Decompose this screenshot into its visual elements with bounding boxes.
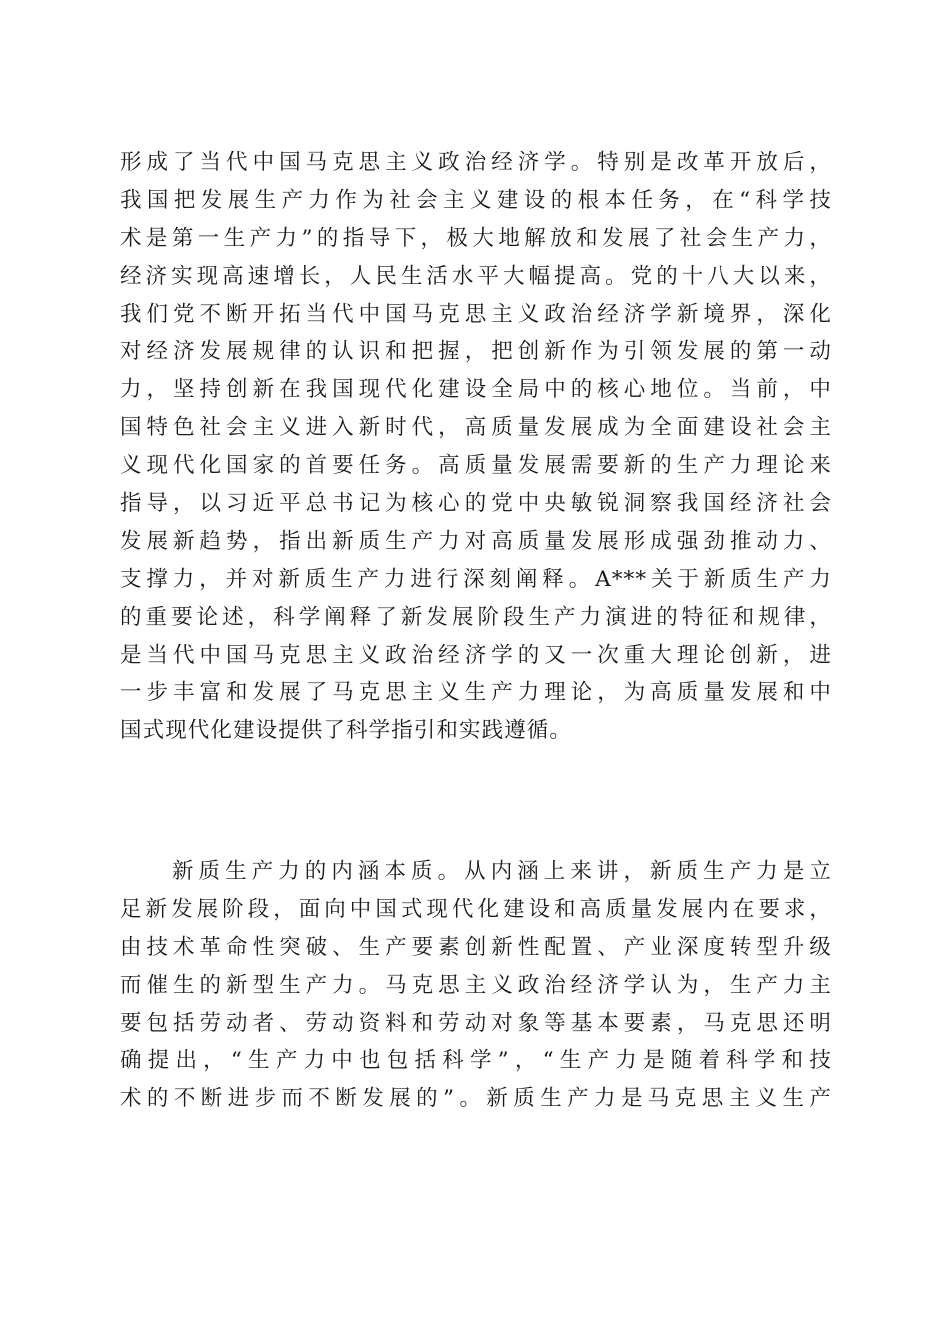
text-line: 国式现代化建设提供了科学指引和实践遵循。: [120, 718, 573, 744]
text-line: 国特色社会主义进入新时代，高质量发展成为全面建设社会主: [120, 415, 832, 441]
text-line: 一步丰富和发展了马克思主义生产力理论，为高质量发展和中: [120, 680, 832, 706]
text-line: 而催生的新型生产力。马克思主义政治经济学认为，生产力主: [120, 972, 832, 998]
text-line: 新质生产力的内涵本质。从内涵上来讲，新质生产力是立: [172, 859, 832, 884]
text-line: 确提出，“生产力中也包括科学”，“生产力是随着科学和技: [120, 1048, 832, 1074]
text-line: 我们党不断开拓当代中国马克思主义政治经济学新境界，深化: [120, 301, 832, 327]
text-line: 义现代化国家的首要任务。高质量发展需要新的生产力理论来: [120, 453, 832, 479]
text-line: 是当代中国马克思主义政治经济学的又一次重大理论创新，进: [120, 642, 832, 668]
text-line: 的重要论述，科学阐释了新发展阶段生产力演进的特征和规律，: [120, 604, 832, 630]
text-line: 对经济发展规律的认识和把握，把创新作为引领发展的第一动: [120, 339, 832, 365]
text-line: 要包括劳动者、劳动资料和劳动对象等基本要素，马克思还明: [120, 1010, 832, 1036]
text-line: 支撑力，并对新质生产力进行深刻阐释。A***关于新质生产力: [120, 566, 832, 592]
text-line: 术的不断进步而不断发展的”。新质生产力是马克思主义生产: [120, 1086, 832, 1112]
text-line: 由技术革命性突破、生产要素创新性配置、产业深度转型升级: [120, 934, 832, 960]
text-line: 我国把发展生产力作为社会主义建设的根本任务，在“科学技: [120, 187, 832, 213]
text-line: 发展新趋势，指出新质生产力对高质量发展形成强劲推动力、: [120, 528, 832, 554]
paragraph-1: [120, 144, 832, 750]
text-line: 形成了当代中国马克思主义政治经济学。特别是改革开放后，: [120, 150, 832, 175]
text-line: 指导，以习近平总书记为核心的党中央敏锐洞察我国经济社会: [120, 491, 832, 517]
text-line: 足新发展阶段，面向中国式现代化建设和高质量发展内在要求，: [120, 896, 832, 922]
text-line: 经济实现高速增长，人民生活水平大幅提高。党的十八大以来，: [120, 263, 832, 289]
text-line: 力，坚持创新在我国现代化建设全局中的核心地位。当前，中: [120, 377, 832, 403]
text-line: 术是第一生产力”的指导下，极大地解放和发展了社会生产力，: [120, 225, 832, 251]
paragraph-2: [120, 853, 832, 1118]
